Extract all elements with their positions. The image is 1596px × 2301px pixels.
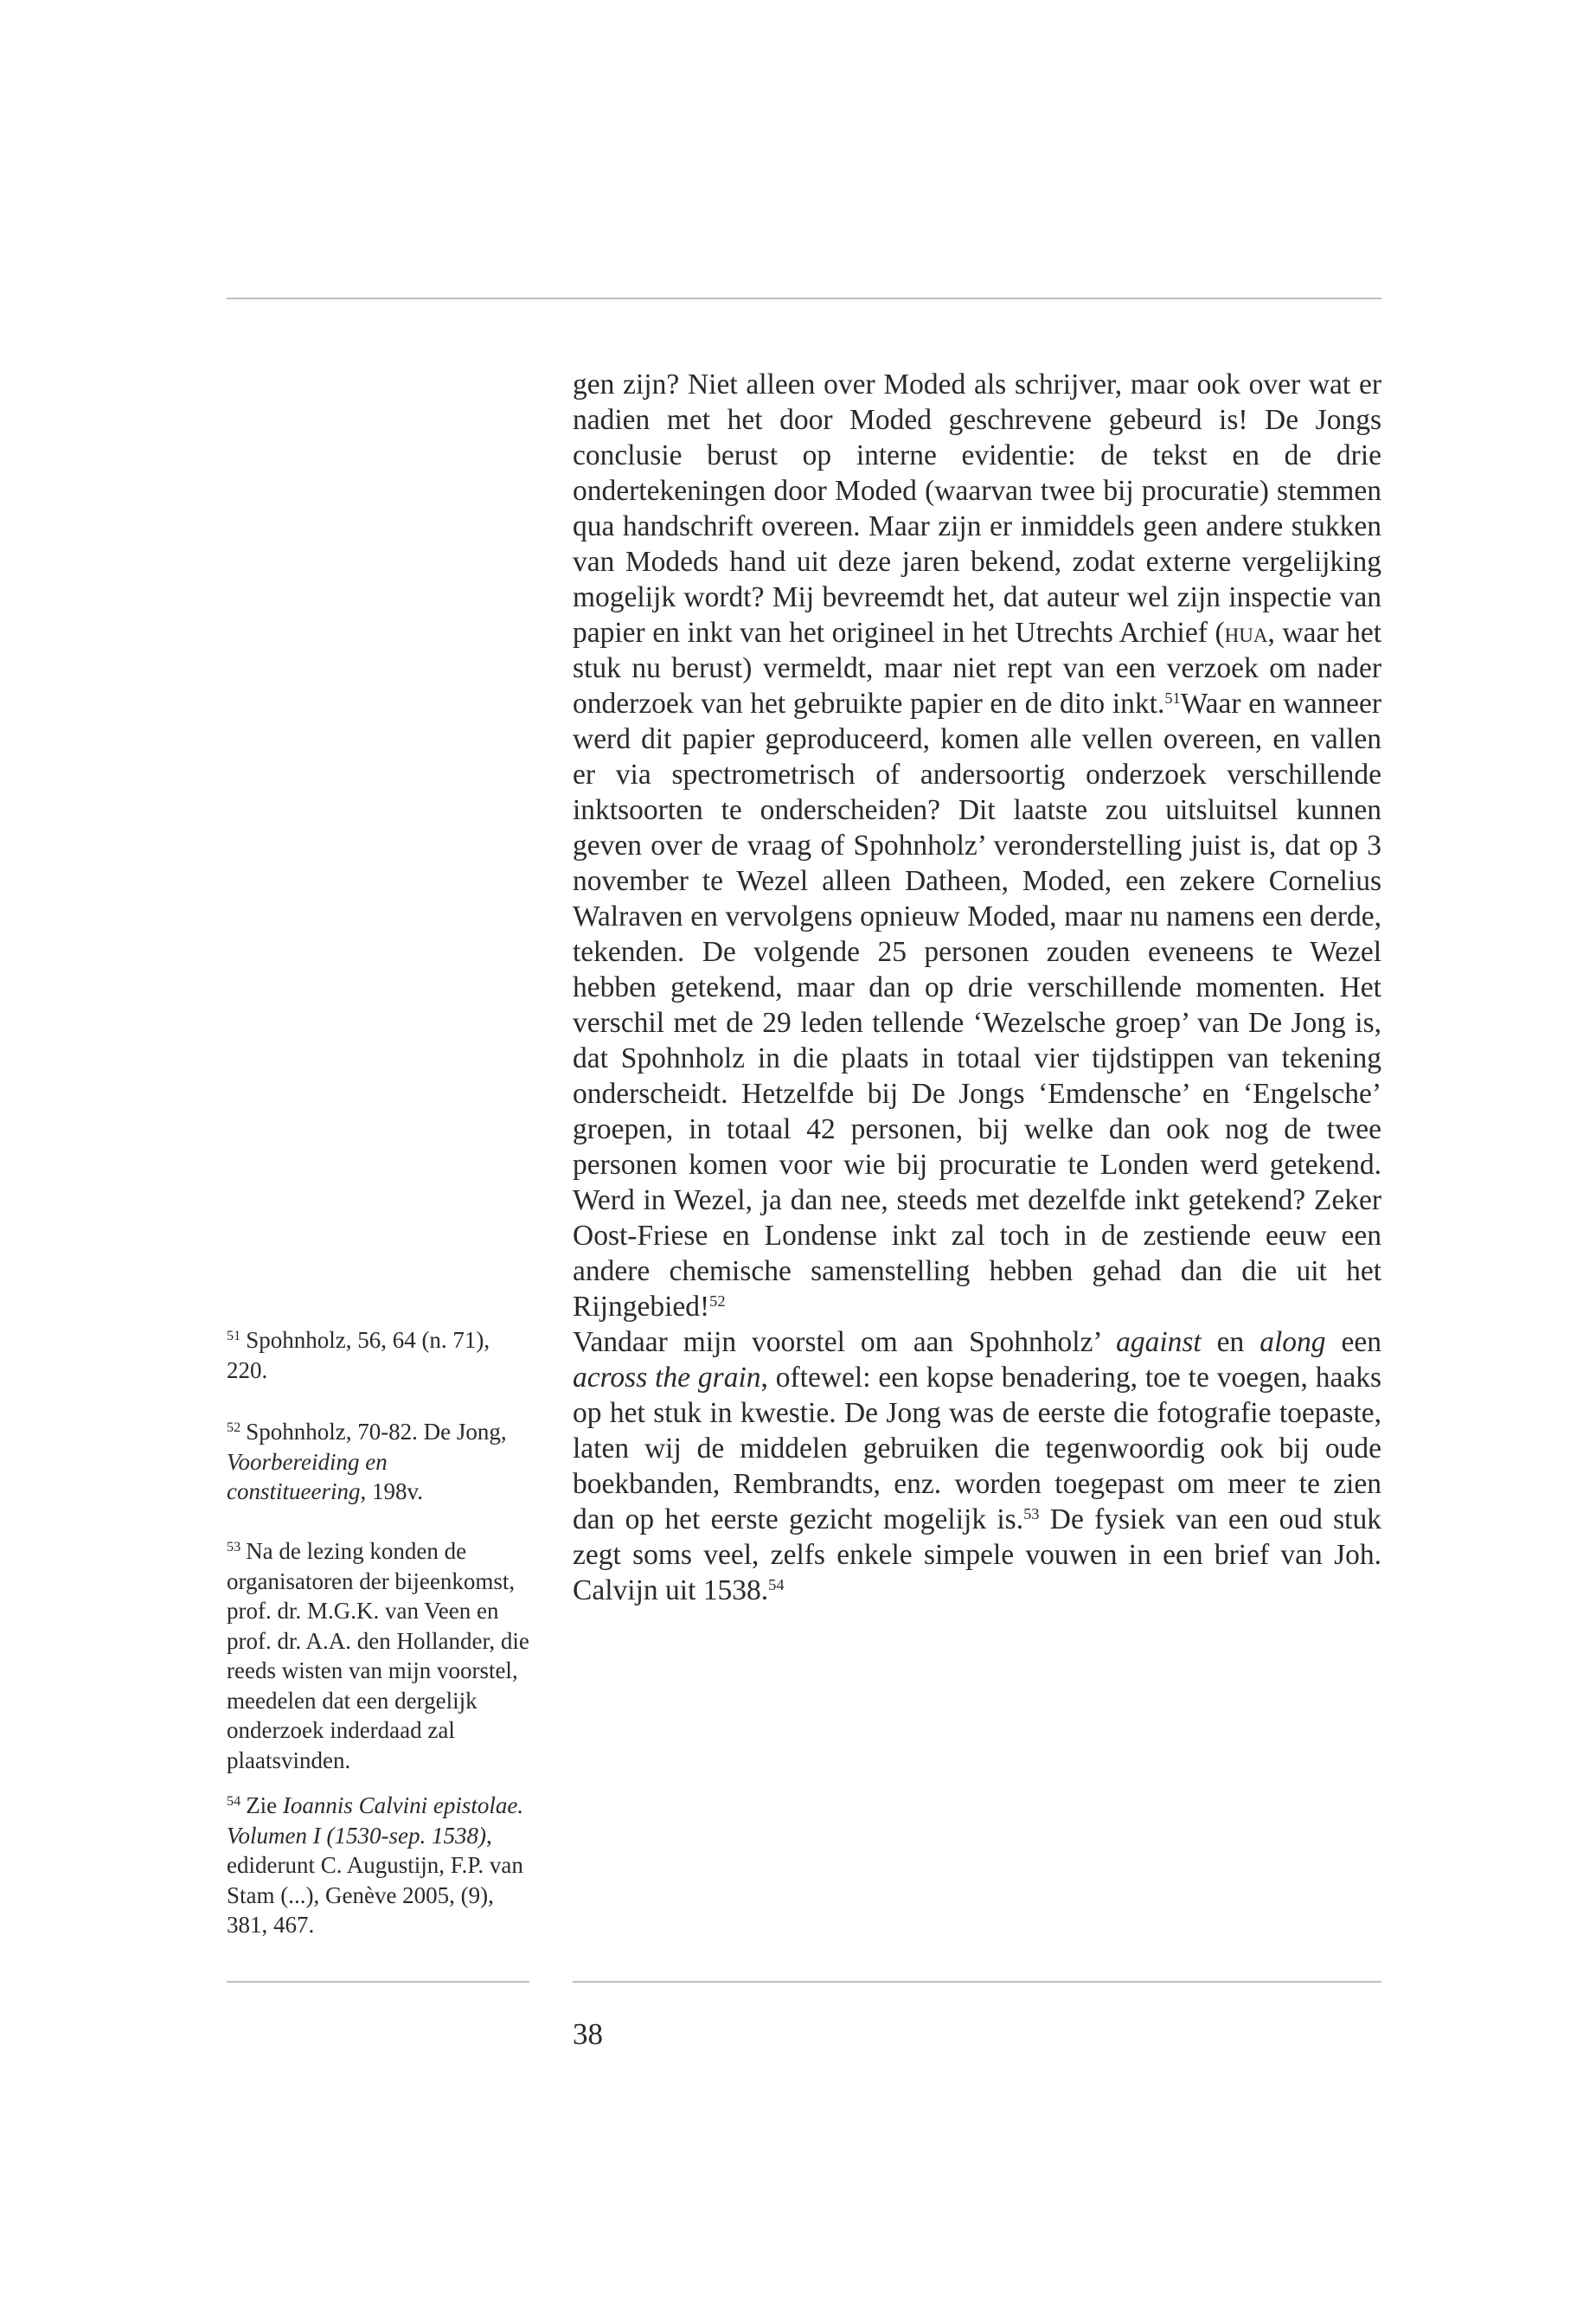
footnote-54: $^{54}$ Zie Ioannis Calvini epistolae. Volumen I (1530-sep. 1538), ediderunt C. Augustijn, F.P. van Stam (...), Genève 2005, (9), 381, 467. [227,1792,524,1938]
paragraph-2: Vandaar mijn voorstel om aan Spohnholz’ against en along een across the grain, oftewel: een kopse benadering, toe te voegen, haaks op het stuk in kwestie. De Jong was de eerste die fotografie toepaste, laten wij de middelen gebruiken die tegenwoordig ook bij oude boekbanden, Rembrandts, enz. worden toegepast om meer te zien dan op het eerste gezicht mogelijk is.$^{53}$ De fysiek van een oud stuk zegt soms veel, zelfs enkele simpele vouwen in een brief van Joh. Calvijn uit 1538.54 [573,1326,1381,1606]
text-bottom-rule [573,1981,1381,1983]
footnote-ref-52[interactable]: 52 [709,1292,726,1310]
footnote-bottom-rule [227,1981,529,1983]
page-number: 38 [573,2017,603,2051]
footnote-ref-53[interactable]: 53 [1023,1504,1040,1522]
main-text [573,367,1381,1608]
footnote-51: $^{51}$ Spohnholz, 56, 64 (n. 71), 220. [227,1327,490,1383]
top-rule [227,298,1381,299]
footnote-ref-54[interactable]: 54 [768,1575,785,1593]
footnote-52: $^{52}$ Spohnholz, 70-82. De Jong, Voorbereiding en constitueering, 198v. [227,1419,507,1504]
footnote-ref-51[interactable]: 51 [1164,689,1181,707]
paragraph-1: gen zijn? Niet alleen over Moded als schrijver, maar ook over wat er nadien met het door Moded geschrevene gebeurd is! De Jongs conclusie berust op interne evidentie: de tekst en de drie ondertekeningen door Moded (waarvan twee bij procuratie) stemmen qua handschrift overeen. Maar zijn er inmiddels geen andere stukken van Modeds hand uit deze jaren bekend, zodat externe vergelijking mogelijk wordt? Mij bevreemdt het, dat auteur wel zijn inspectie van papier en inkt van het origineel in het Utrechts Archief (hua, waar het stuk nu berust) vermeldt, maar niet rept van een verzoek om nader onderzoek van het gebruikte papier en de dito inkt.$^{51}$Waar en wanneer werd dit papier geproduceerd, komen alle vellen overeen, en vallen er via spectrometrisch of andersoortig onderzoek verschillende inktsoorten te onderscheiden? Dit laatste zou uitsluitsel kunnen geven over de vraag of Spohnholz’ veronderstelling juist is, dat op 3 november te Wezel alleen Datheen, Moded, een zekere Cornelius Walraven en vervolgens opnieuw Moded, maar nu namens een derde, tekenden. De volgende 25 personen zouden eveneens te Wezel hebben getekend, maar dan op drie verschillende momenten. Het verschil met de 29 leden tellende ‘Wezelsche groep’ van De Jong is, dat Spohnholz in die plaats in totaal vier tijdstippen van tekening onderscheidt. Hetzelfde bij De Jongs ‘Emdensche’ en ‘Engelsche’ groepen, in totaal 42 personen, bij welke dan ook nog de twee personen komen voor wie bij procuratie te Londen werd getekend. Werd in Wezel, ja dan nee, steeds met dezelfde inkt getekend? Zeker Oost-Friese en Londense inkt zal toch in de zestiende eeuw een andere chemische samenstelling hebben gehad dan die uit het Rijngebied!$^{52}$ [573,369,1382,1323]
footnote-53: $^{53}$ Na de lezing konden de organisatoren der bijeenkomst, prof. dr. M.G.K. van Veen en prof. dr. A.A. den Hollander, die reeds wisten van mijn voorstel, meedelen dat een dergelijk onderzoek inderdaad zal plaatsvinden. [227,1538,529,1773]
